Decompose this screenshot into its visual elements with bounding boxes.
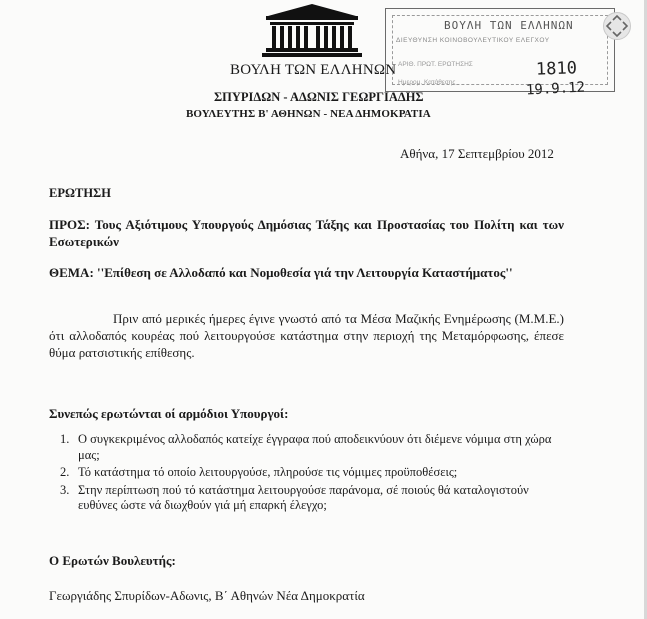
list-item — [49, 432, 564, 463]
body-paragraph: Πριν από μερικές ήμερες έγινε γνωστό από τα Μέσα Μαζικής Ενημέρωσης (Μ.Μ.Ε.) ότι αλλοδαπός κουρέας πού λειτουργούσε κατάστημα στην περιοχή της Μεταμόρφωσης, έπεσε θύμα ρατσιστικής επίθεσης. — [49, 311, 564, 360]
asker-name: Γεωργιάδης Σπυρίδων-Αδωνις, Β΄ Αθηνών Νέα Δημοκρατία — [49, 588, 365, 603]
questions-list — [49, 432, 564, 516]
to-label: ΠΡΟΣ: — [49, 217, 90, 232]
parliament-name: ΒΟΥΛΗ ΤΩΝ ΕΛΛΗΝΩΝ — [230, 62, 397, 78]
stamp-line-number: ΑΡΙΘ. ΠΡΩΤ. ΕΡΩΤΗΣΗΣ — [398, 61, 473, 68]
registration-stamp — [385, 8, 615, 99]
document-date: Αθήνα, 17 Σεπτεμβρίου 2012 — [400, 146, 554, 161]
question-number: 1. — [60, 432, 70, 446]
asker-label: Ο Ερωτών Βουλευτής: — [49, 553, 176, 568]
subject-text: ''Επίθεση σε Αλλοδαπό και Νομοθεσία γιά την Λειτουργία Καταστήματος'' — [93, 265, 513, 280]
stamp-subtitle: ΔΙΕΥΘΥΝΣΗ ΚΟΙΝΟΒΟΥΛΕΥΤΙΚΟΥ ΕΛΕΓΧΟΥ — [396, 37, 550, 44]
question-text: Ο συγκεκριμένος αλλοδαπός κατείχε έγγραφα πού αποδεικνύουν ότι διέμενε νόμιμα στη χώρα μας; — [78, 432, 552, 462]
to-text: Τους Αξιότιμους Υπουργούς Δημόσιας Τάξης και Προστασίας του Πολίτη και των Εσωτερικών — [49, 217, 564, 249]
subject-label: ΘΕΜΑ: — [49, 265, 94, 280]
stamp-line-date: Ημερομ. Κατάθεσης — [398, 79, 456, 86]
recipients — [49, 216, 564, 250]
mp-role: ΒΟΥΛΕΥΤΗΣ Β' ΑΘΗΝΩΝ - ΝΕΑ ΔΗΜΟΚΡΑΤΙΑ — [186, 108, 431, 120]
list-item — [49, 483, 564, 514]
document-heading: ΕΡΩΤΗΣΗ — [49, 186, 111, 200]
question-text: Στην περίπτωση πού τό κατάστημα λειτουργούσε παράνομα, σέ ποιούς θά καταλογιστούν ευθύνες ώστε νά διωχθούν γιά μή επαρκή έλεγχο; — [78, 482, 529, 512]
stamp-date: 19.9.12 — [525, 79, 586, 99]
question-number: 2. — [60, 465, 70, 479]
zoom-button[interactable] — [603, 12, 631, 40]
ministers-line: Συνεπώς ερωτώνται οί αρμόδιοι Υπουργοί: — [49, 406, 289, 421]
list-item — [49, 465, 564, 481]
stamp-title: ΒΟΥΛΗ ΤΩΝ ΕΛΛΗΝΩΝ — [444, 19, 574, 32]
zoom-expand-icon — [604, 13, 630, 39]
mp-name: ΣΠΥΡΙΔΩΝ - ΑΔΩΝΙΣ ΓΕΩΡΓΙΑΔΗΣ — [214, 90, 424, 104]
question-text: Τό κατάστημα τό οποίο λειτουργούσε, πληρούσε τις νόμιμες προϋποθέσεις; — [78, 465, 458, 479]
subject — [49, 264, 564, 281]
stamp-protocol-number: 1810 — [535, 58, 578, 80]
parliament-building-icon — [262, 2, 362, 58]
question-number: 3. — [60, 482, 70, 497]
